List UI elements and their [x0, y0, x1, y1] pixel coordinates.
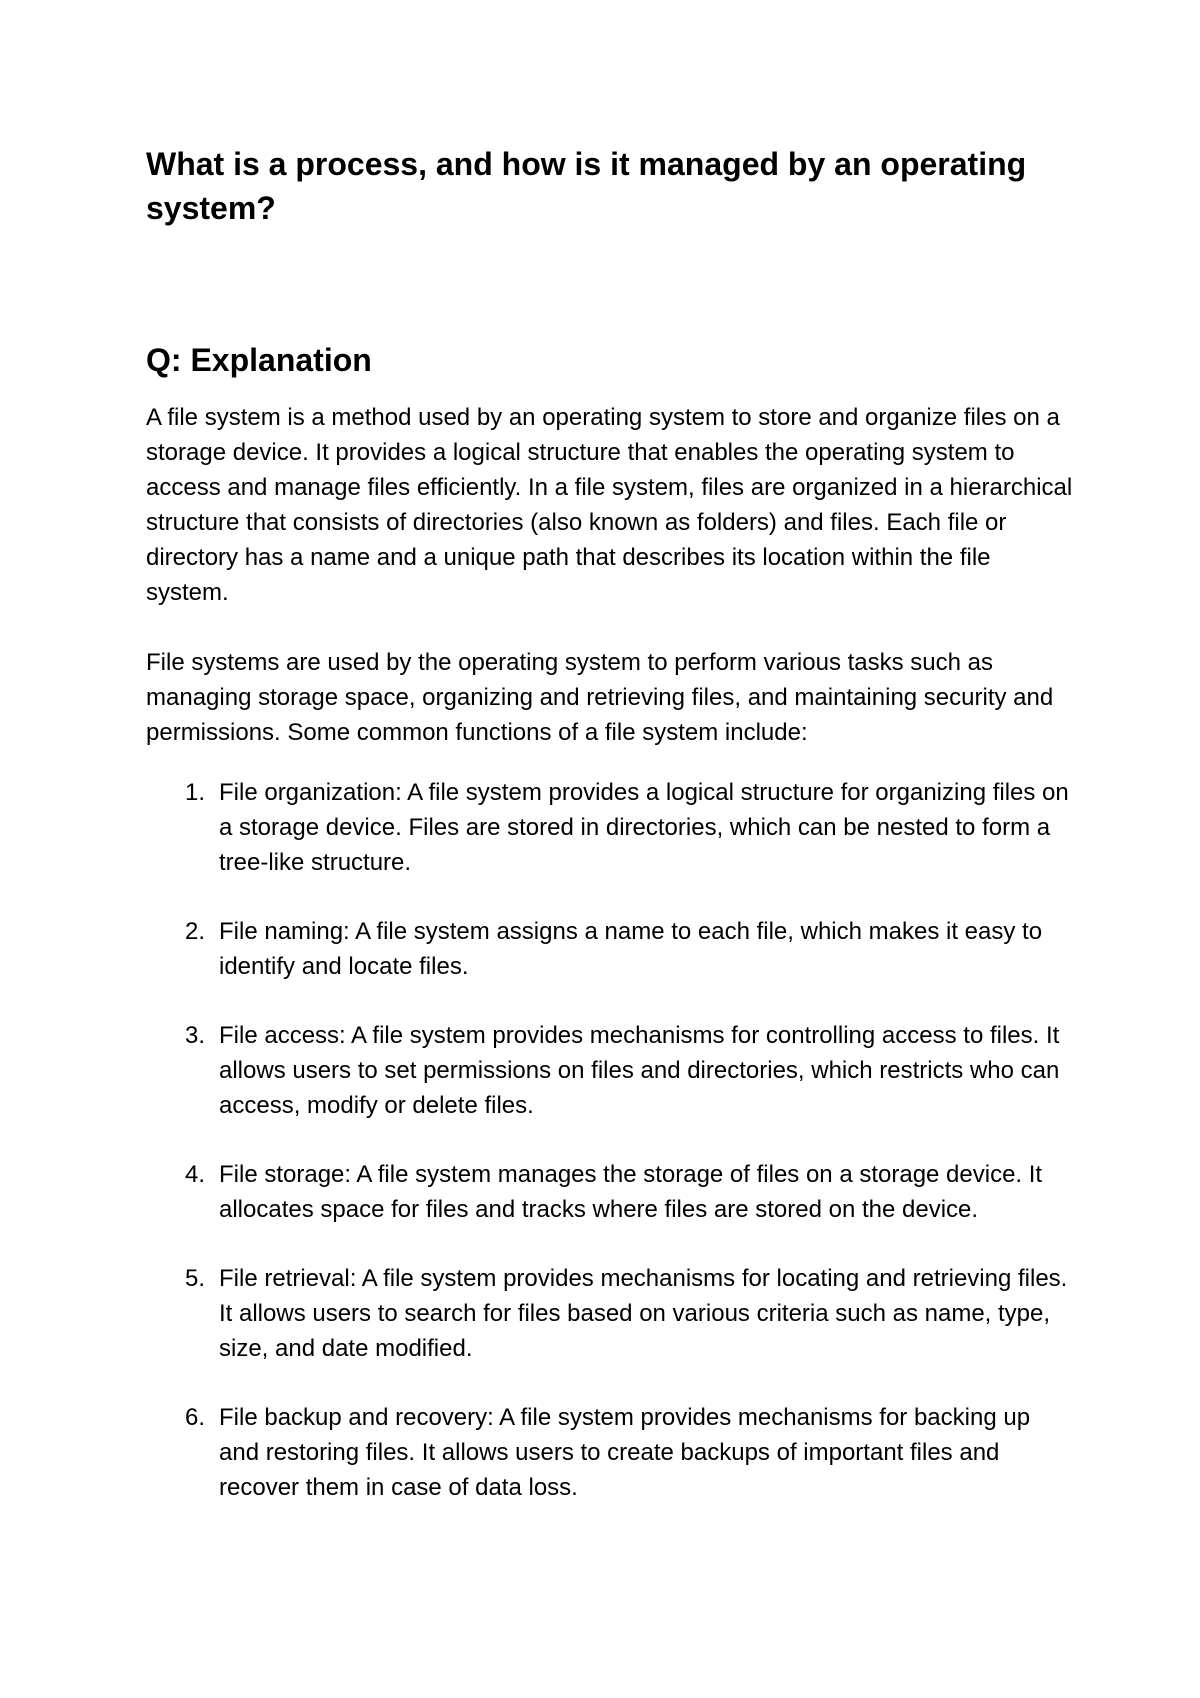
list-item-number: 6.	[184, 1404, 205, 1431]
list-item-text: File retrieval: A file system provides mechanisms for locating and retrieving files. It allows users to search for files based on various criteria such as name, type, size, and date modified.	[219, 1265, 1068, 1362]
paragraph: A file system is a method used by an operating system to store and organize files on a storage device. It provides a logical structure that enables the operating system to access and manage files efficiently. In a file system, files are organized in a hierarchical structure that consists of directories (also known as folders) and files. Each file or directory has a name and a unique path that describes its location within the file system.	[146, 404, 1073, 606]
paragraph: File systems are used by the operating system to perform various tasks such as managing storage space, organizing and retrieving files, and maintaining security and permissions. Some common functions of a file system include:	[146, 649, 1054, 746]
list-item-number: 4.	[184, 1161, 205, 1188]
list-item-text: File storage: A file system manages the storage of files on a storage device. It allocates space for files and tracks where files are stored on the device.	[219, 1161, 1043, 1223]
list-item-number: 1.	[184, 779, 205, 806]
section-heading: Q: Explanation	[146, 342, 372, 378]
document-content	[146, 142, 1076, 1539]
list-item	[146, 914, 1076, 984]
list-item-text: File access: A file system provides mechanisms for controlling access to files. It allows users to set permissions on files and directories, which restricts who can access, modify or delete files.	[219, 1022, 1060, 1119]
list-item-text: File backup and recovery: A file system provides mechanisms for backing up and restoring files. It allows users to create backups of important files and recover them in case of data loss.	[219, 1404, 1031, 1501]
list-item	[146, 1261, 1076, 1366]
list-item-number: 2.	[184, 918, 205, 945]
list-item	[146, 1400, 1076, 1505]
list-item	[146, 1157, 1076, 1227]
list-item-text: File organization: A file system provides a logical structure for organizing files on a storage device. Files are stored in directories, which can be nested to form a tree-like structure.	[219, 779, 1069, 876]
list-item	[146, 775, 1076, 880]
list-item-text: File naming: A file system assigns a name to each file, which makes it easy to identify and locate files.	[219, 918, 1043, 980]
list-item-number: 3.	[184, 1022, 205, 1049]
page-title: What is a process, and how is it managed by an operating system?	[146, 146, 1027, 226]
list-item	[146, 1018, 1076, 1123]
list-item-number: 5.	[184, 1265, 205, 1292]
functions-list	[146, 775, 1076, 1505]
